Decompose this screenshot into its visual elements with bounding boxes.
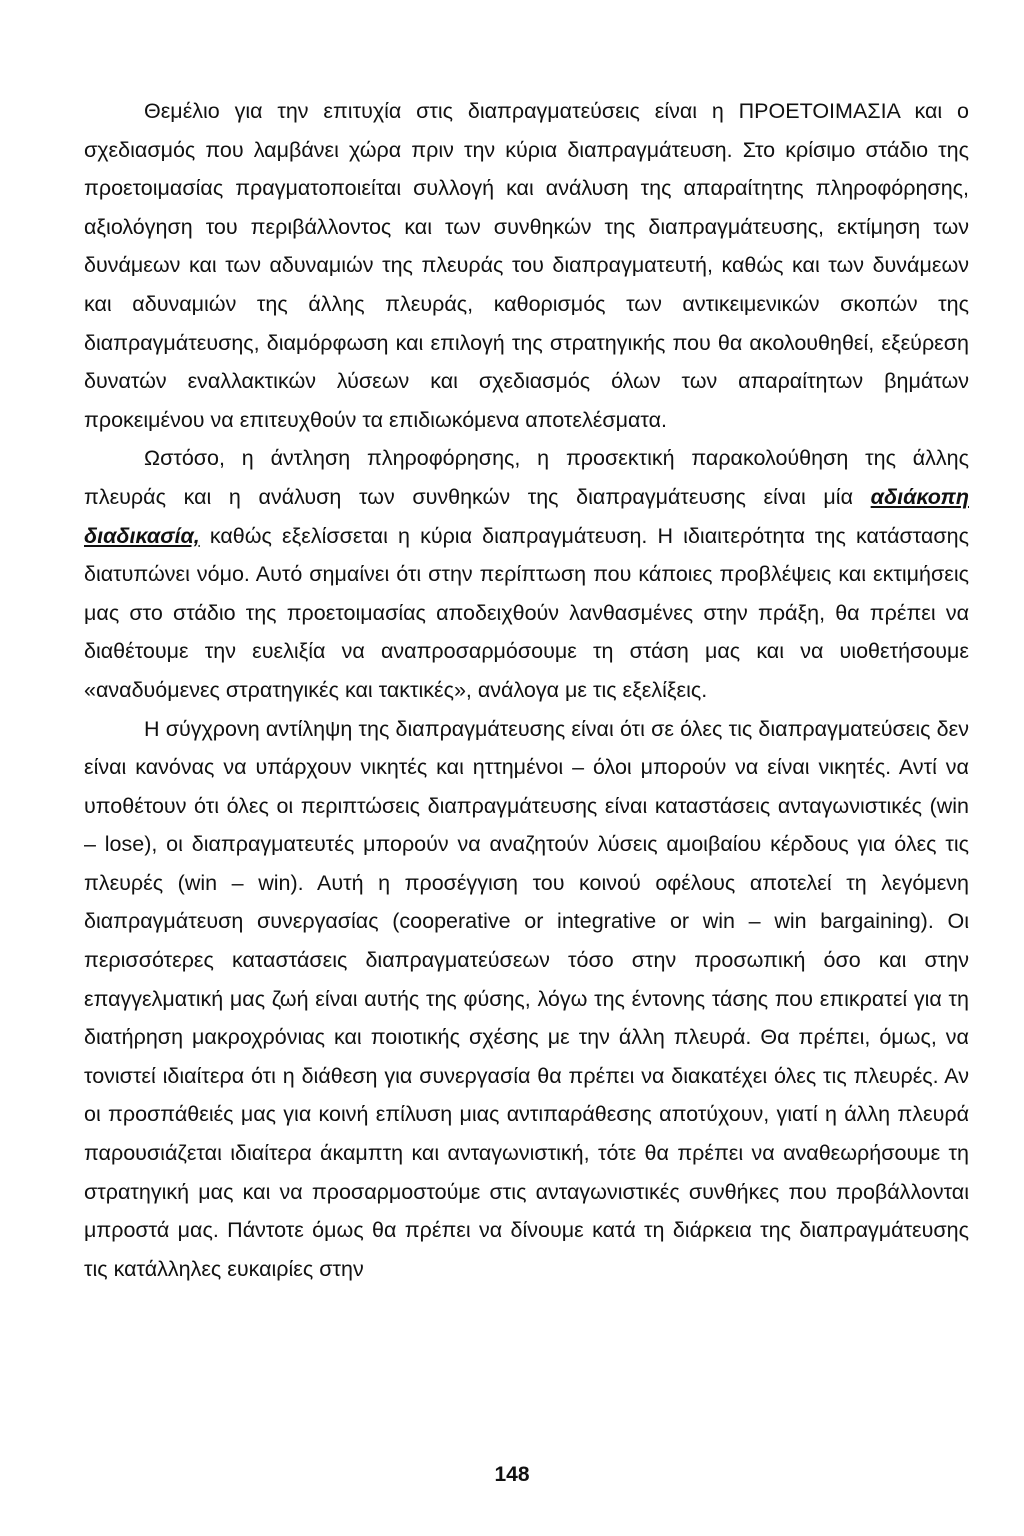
paragraph-preparation: Θεμέλιο για την επιτυχία στις διαπραγματεύσεις είναι η ΠΡΟΕΤΟΙΜΑΣΙΑ και ο σχεδιασμός που λαμβάνει χώρα πριν την κύρια διαπραγμάτευση. Στο κρίσιμο στάδιο της προετοιμασίας πραγματοποιείται συλλογή και ανάλυση της απαραίτητης πληροφόρησης, αξιολόγηση του περιβάλλοντος και των συνθηκών της διαπραγμάτευσης, εκτίμηση των δυνάμεων και των αδυναμιών της πλευράς του διαπραγματευτή, καθώς και των δυνάμεων και αδυναμιών της άλλης πλευράς, καθορισμός των αντικειμενικών σκοπών της διαπραγμάτευσης, διαμόρφωση και επιλογή της στρατηγικής που θα ακολουθηθεί, εξεύρεση δυνατών εναλλακτικών λύσεων και σχεδιασμός όλων των απαραίτητων βημάτων προκειμένου να επιτευχθούν τα επιδιωκόμενα αποτελέσματα. [84,99,969,432]
body-text [84,92,969,1288]
paragraph-continuous-process-end: καθώς εξελίσσεται η κύρια διαπραγμάτευση. Η ιδιαιτερότητα της κατάστασης διατυπώνει νόμο. Αυτό σημαίνει ότι στην περίπτωση που κάποιες προβλέψεις και εκτιμήσεις μας στο στάδιο της προετοιμασίας αποδειχθούν λανθασμένες στην πράξη, θα πρέπει να διαθέτουμε την ευελιξία να αναπροσαρμόσουμε τη στάση μας και να υιοθετήσουμε «αναδυόμενες στρατηγικές και τακτικές», ανάλογα με τις εξελίξεις. [84,523,969,702]
page-number: 148 [494,1463,530,1486]
paragraph-continuous-process [84,439,969,709]
paragraph-continuous-process-start: Ωστόσο, η άντληση πληροφόρησης, η προσεκτική παρακολούθηση της άλλης πλευράς και η ανάλυση των συνθηκών της διαπραγμάτευσης είναι μία [84,446,969,509]
paragraph-modern-negotiation: Η σύγχρονη αντίληψη της διαπραγμάτευσης είναι ότι σε όλες τις διαπραγματεύσεις δεν είναι κανόνας να υπάρχουν νικητές και ηττημένοι – όλοι μπορούν να είναι νικητές. Αντί να υποθέτουν ότι όλες οι περιπτώσεις διαπραγμάτευσης είναι καταστάσεις ανταγωνιστικές (win – lose), οι διαπραγματευτές μπορούν να αναζητούν λύσεις αμοιβαίου κέρδους για όλες τις πλευρές (win – win). Αυτή η προσέγγιση του κοινού οφέλους αποτελεί τη λεγόμενη διαπραγμάτευση συνεργασίας (cooperative or integrative or win – win bargaining). Οι περισσότερες καταστάσεις διαπραγματεύσεων τόσο στην προσωπική όσο και στην επαγγελματική μας ζωή είναι αυτής της φύσης, λόγω της έντονης τάσης που επικρατεί για τη διατήρηση μακροχρόνιας και ποιοτικής σχέσης με την άλλη πλευρά. Θα πρέπει, όμως, να τονιστεί ιδιαίτερα ότι η διάθεση για συνεργασία θα πρέπει να διακατέχει όλες τις πλευρές. Αν οι προσπάθειές μας για κοινή επίλυση μιας αντιπαράθεσης αποτύχουν, γιατί η άλλη πλευρά παρουσιάζεται ιδιαίτερα άκαμπτη και ανταγωνιστική, τότε θα πρέπει να αναθεωρήσουμε τη στρατηγική μας και να προσαρμοστούμε στις ανταγωνιστικές συνθήκες που προβάλλονται μπροστά μας. Πάντοτε όμως θα πρέπει να δίνουμε κατά τη διάρκεια της διαπραγμάτευσης τις κατάλληλες ευκαιρίες στην [84,716,969,1281]
emphasis-continuous-process: αδιάκοπη διαδικασία, [84,484,969,548]
